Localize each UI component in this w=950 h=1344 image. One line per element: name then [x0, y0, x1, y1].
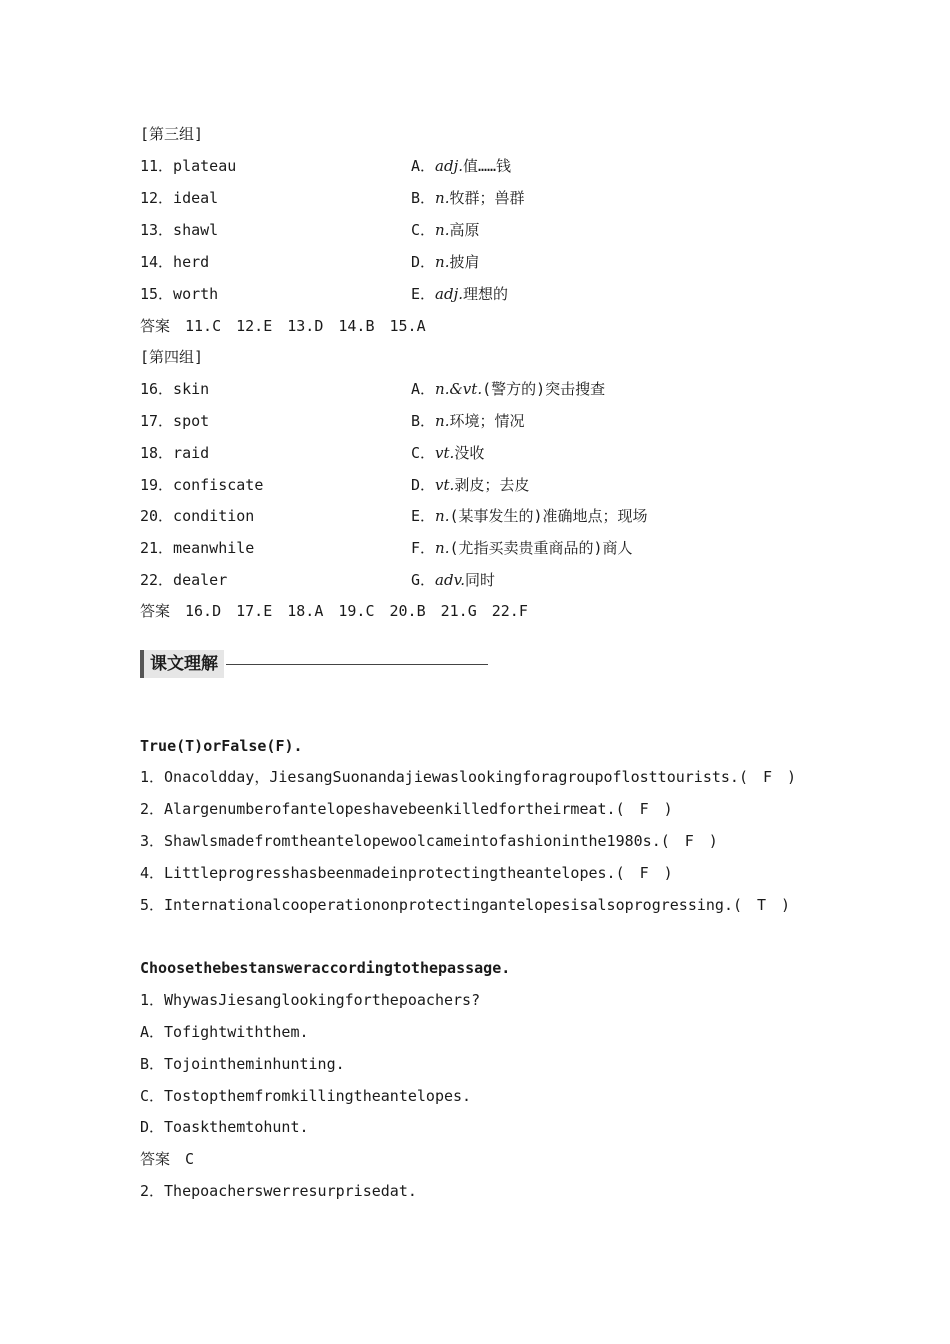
option-d: D．Toaskthemtohunt. [140, 1118, 309, 1136]
group3-header: [第三组] [140, 125, 204, 143]
vocab-word: 13．shawl [140, 221, 219, 239]
vocab-definition: C．vt.没收 [411, 444, 485, 462]
choose-heading: Choosethebestansweraccordingtothepassage. [140, 959, 511, 977]
vocab-word: 14．herd [140, 253, 210, 271]
section-divider [226, 664, 488, 665]
option-a: A．Tofightwiththem. [140, 1023, 309, 1041]
true-false-item: 5．Internationalcooperationonprotectingantelopesisalsoprogressing.( T ) [140, 896, 791, 914]
vocab-word: 15．worth [140, 285, 219, 303]
vocab-definition: G．adv.同时 [411, 571, 496, 589]
vocab-definition: B．n.环境；情况 [411, 412, 525, 430]
question-1-answer: 答案 C [140, 1150, 195, 1168]
section-heading [140, 650, 488, 678]
vocab-definition: D．vt.剥皮；去皮 [411, 476, 530, 494]
true-false-item: 3．Shawlsmadefromtheantelopewoolcameintofashioninthe1980s.( F ) [140, 832, 718, 850]
vocab-word: 21．meanwhile [140, 539, 255, 557]
vocab-definition: A．adj.值……钱 [411, 157, 512, 175]
vocab-word: 18．raid [140, 444, 210, 462]
true-false-item: 1．Onacoldday，JiesangSuonandajiewaslookingforagroupoflosttourists.( F ) [140, 768, 797, 786]
group3-answer: 答案 11.C 12.E 13.D 14.B 15.A [140, 317, 426, 335]
vocab-definition: E．adj.理想的 [411, 285, 509, 303]
vocab-word: 16．skin [140, 380, 210, 398]
question-2: 2．Thepoacherswerresurprisedat. [140, 1182, 417, 1200]
group4-header: [第四组] [140, 348, 204, 366]
vocab-definition: F．n.(尤指买卖贵重商品的)商人 [411, 539, 633, 557]
vocab-word: 12．ideal [140, 189, 219, 207]
vocab-word: 22．dealer [140, 571, 228, 589]
section-title: 课文理解 [144, 650, 224, 678]
true-false-item: 4．Littleprogresshasbeenmadeinprotectingtheantelopes.( F ) [140, 864, 673, 882]
true-false-heading: True(T)orFalse(F). [140, 737, 303, 755]
vocab-word: 11．plateau [140, 157, 237, 175]
group4-answer: 答案 16.D 17.E 18.A 19.C 20.B 21.G 22.F [140, 602, 528, 620]
vocab-word: 20．condition [140, 507, 255, 525]
vocab-word: 19．confiscate [140, 476, 264, 494]
vocab-definition: B．n.牧群；兽群 [411, 189, 525, 207]
vocab-definition: C．n.高原 [411, 221, 480, 239]
vocab-definition: D．n.披肩 [411, 253, 480, 271]
vocab-definition: E．n.(某事发生的)准确地点；现场 [411, 507, 648, 525]
vocab-word: 17．spot [140, 412, 210, 430]
option-b: B．Tojointheminhunting. [140, 1055, 345, 1073]
true-false-item: 2．Alargenumberofantelopeshavebeenkilledfortheirmeat.( F ) [140, 800, 673, 818]
option-c: C．Tostopthemfromkillingtheantelopes. [140, 1087, 472, 1105]
question-1: 1．WhywasJiesanglookingforthepoachers? [140, 991, 481, 1009]
vocab-definition: A．n.&vt.(警方的)突击搜查 [411, 380, 606, 398]
